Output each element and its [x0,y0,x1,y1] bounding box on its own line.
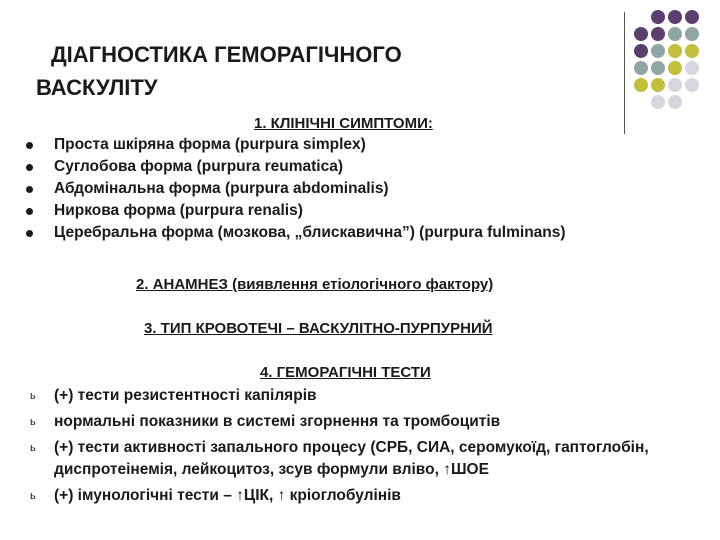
decorative-dot [685,44,699,58]
decorative-dot [685,78,699,92]
hemorrhagic-tests-list [30,385,674,511]
decorative-dot [668,61,682,75]
bullet-icon [26,142,33,149]
bullet-icon [26,186,33,193]
decorative-dot [668,95,682,109]
title-line-2: ВАСКУЛІТУ [36,75,158,100]
bullet-icon: ь [30,442,36,454]
decorative-dot [668,44,682,58]
list-item-text: (+) тести активності запального процесу (СРБ, СИА, серомукоїд, гаптоглобін, диспротеінемія, лейкоцитоз, зсув формули вліво, ↑ШОЕ [54,439,649,478]
decorative-dot [651,95,665,109]
decorative-dot [651,10,665,24]
decorative-dot [634,78,648,92]
decorative-dot [634,61,648,75]
bullet-icon [26,208,33,215]
list-item-text: Ниркова форма (purpura renalis) [54,202,303,219]
list-item-text: Проста шкіряна форма (purpura simplex) [54,136,366,153]
list-item-text: (+) тести резистентності капілярів [54,387,317,404]
decorative-dot [651,78,665,92]
decorative-dot [634,44,648,58]
bullet-icon [26,230,33,237]
section-4-heading: 4. ГЕМОРАГІЧНІ ТЕСТИ [260,364,431,381]
list-item-text: (+) імунологічні тести – ↑ЦІК, ↑ кріоглобулінів [54,487,401,504]
decorative-dot [651,27,665,41]
bullet-icon [26,164,33,171]
list-item [54,178,704,200]
vertical-divider [624,12,625,134]
bullet-icon: ь [30,416,36,428]
bullet-icon: ь [30,390,36,402]
decorative-dot [651,44,665,58]
list-item [54,134,704,156]
list-item-text: Абдомінальна форма (purpura abdominalis) [54,180,389,197]
bullet-icon: ь [30,490,36,502]
decorative-dot [668,27,682,41]
section-2-heading: 2. АНАМНЕЗ (виявлення етіологічного фактору) [136,276,494,293]
list-item-text: Церебральна форма (мозкова, „блискавична”) (purpura fulminans) [54,224,566,241]
list-item-text: Суглобова форма (purpura reumatica) [54,158,343,175]
list-item-text: нормальні показники в системі згорнення та тромбоцитів [54,413,501,430]
list-item [30,437,674,481]
decorative-dot [668,78,682,92]
list-item [54,156,704,178]
decorative-dot [634,27,648,41]
decorative-dot [685,10,699,24]
list-item [30,385,674,407]
section-3-heading: 3. ТИП КРОВОТЕЧІ – ВАСКУЛІТНО-ПУРПУРНИЙ [144,320,493,337]
list-item [54,222,704,244]
list-item [30,411,674,433]
list-item [54,200,704,222]
page-title [36,38,596,104]
section-1-heading: 1. КЛІНІЧНІ СИМПТОМИ: [254,115,433,132]
decorative-dot [685,27,699,41]
decorative-dot [668,10,682,24]
decorative-dot [651,61,665,75]
decorative-dot [685,61,699,75]
list-item [30,485,674,507]
title-line-1: ДІАГНОСТИКА ГЕМОРАГІЧНОГО [51,42,402,67]
clinical-symptoms-list [54,134,704,244]
